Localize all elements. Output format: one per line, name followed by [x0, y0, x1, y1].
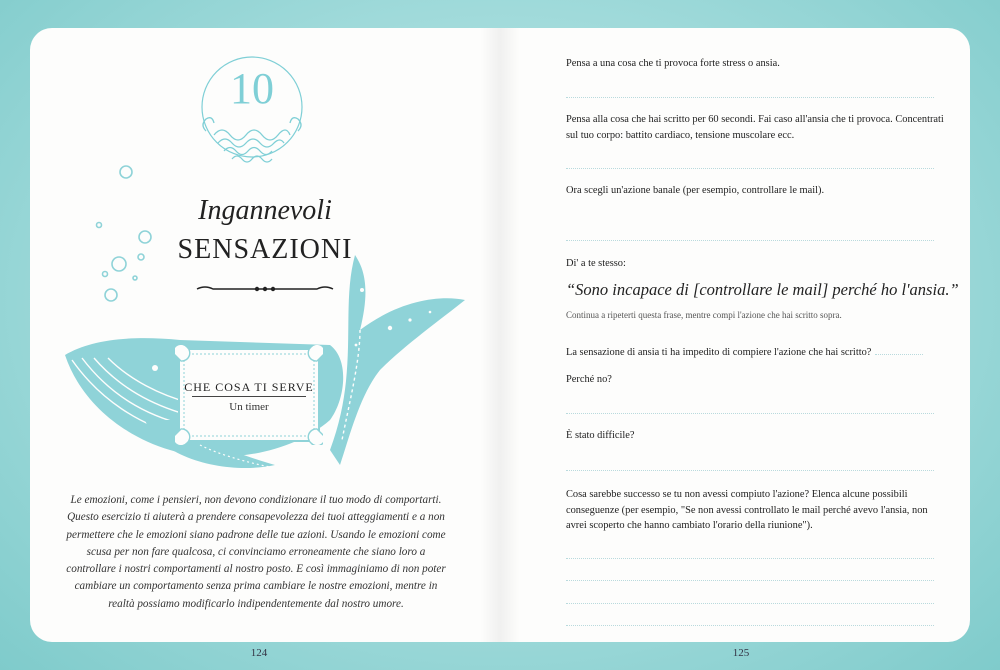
answer-line[interactable] [566, 558, 934, 559]
needs-frame [175, 345, 323, 445]
answer-line[interactable] [566, 168, 934, 169]
question-6: Perché no? [566, 374, 612, 385]
answer-line[interactable] [566, 580, 934, 581]
answer-line[interactable] [566, 413, 934, 414]
answer-line[interactable] [566, 603, 934, 604]
answer-line-inline[interactable] [875, 354, 923, 355]
page-number-right: 125 [732, 647, 750, 659]
answer-line[interactable] [566, 240, 934, 241]
question-4: Di' a te stesso: [566, 258, 626, 269]
question-5 [566, 345, 946, 361]
instruction-note: Continua a ripeterti questa frase, mentre compi l'azione che hai scritto sopra. [566, 310, 842, 320]
quote: “Sono incapace di [controllare le mail] perché ho l'ansia.” [566, 280, 959, 299]
needs-item: Un timer [229, 401, 269, 413]
book-gutter [480, 28, 520, 642]
intro-paragraph: Le emozioni, come i pensieri, non devono condizionare il tuo modo di comportarti. Questo esercizio ti aiuterà a prendere consapevolezza dei tuoi atteggiamenti e a non permettere che le emozioni siano padrone delle tue azioni. Usando le emozioni come scusa per non fare qualcosa, ci convinciamo erroneamente che siano loro a controllare i nostri comportamenti al nostro posto. E così immaginiamo di non poter cambiare un comportamento senza prima cambiare le nostre emozioni, mentre in realtà possiamo modificarlo indipendentemente dal nostro umore. [66, 494, 446, 610]
answer-line[interactable] [566, 470, 934, 471]
question-1: Pensa a una cosa che ti provoca forte stress o ansia. [566, 58, 780, 69]
question-7: È stato difficile? [566, 430, 635, 441]
question-3: Ora scegli un'azione banale (per esempio, controllare le mail). [566, 185, 825, 196]
chapter-number: 10 [230, 64, 274, 113]
title-italic: Ingannevoli [198, 195, 332, 226]
answer-line[interactable] [566, 97, 934, 98]
page-number-left: 124 [250, 647, 268, 659]
title-caps: SENSAZIONI [177, 234, 353, 265]
needs-title: CHE COSA TI SERVE [184, 380, 314, 394]
question-2: Pensa alla cosa che hai scritto per 60 secondi. Fai caso all'ansia che ti provoca. Concentrati sul tuo corpo: battito cardiaco, tensione muscolare ecc. [566, 114, 944, 141]
question-8: Cosa sarebbe successo se tu non avessi compiuto l'azione? Elenca alcune possibili conseguenze (per esempio, "Se non avessi controllato le mail perché avevo l'ansia, non avrei scoperto che hanno cambiato l'orario della riunione"). [566, 489, 928, 531]
question-5-text: La sensazione di ansia ti ha impedito di compiere l'azione che hai scritto? [566, 347, 872, 358]
answer-line[interactable] [566, 625, 934, 626]
needs-underline [192, 396, 306, 397]
